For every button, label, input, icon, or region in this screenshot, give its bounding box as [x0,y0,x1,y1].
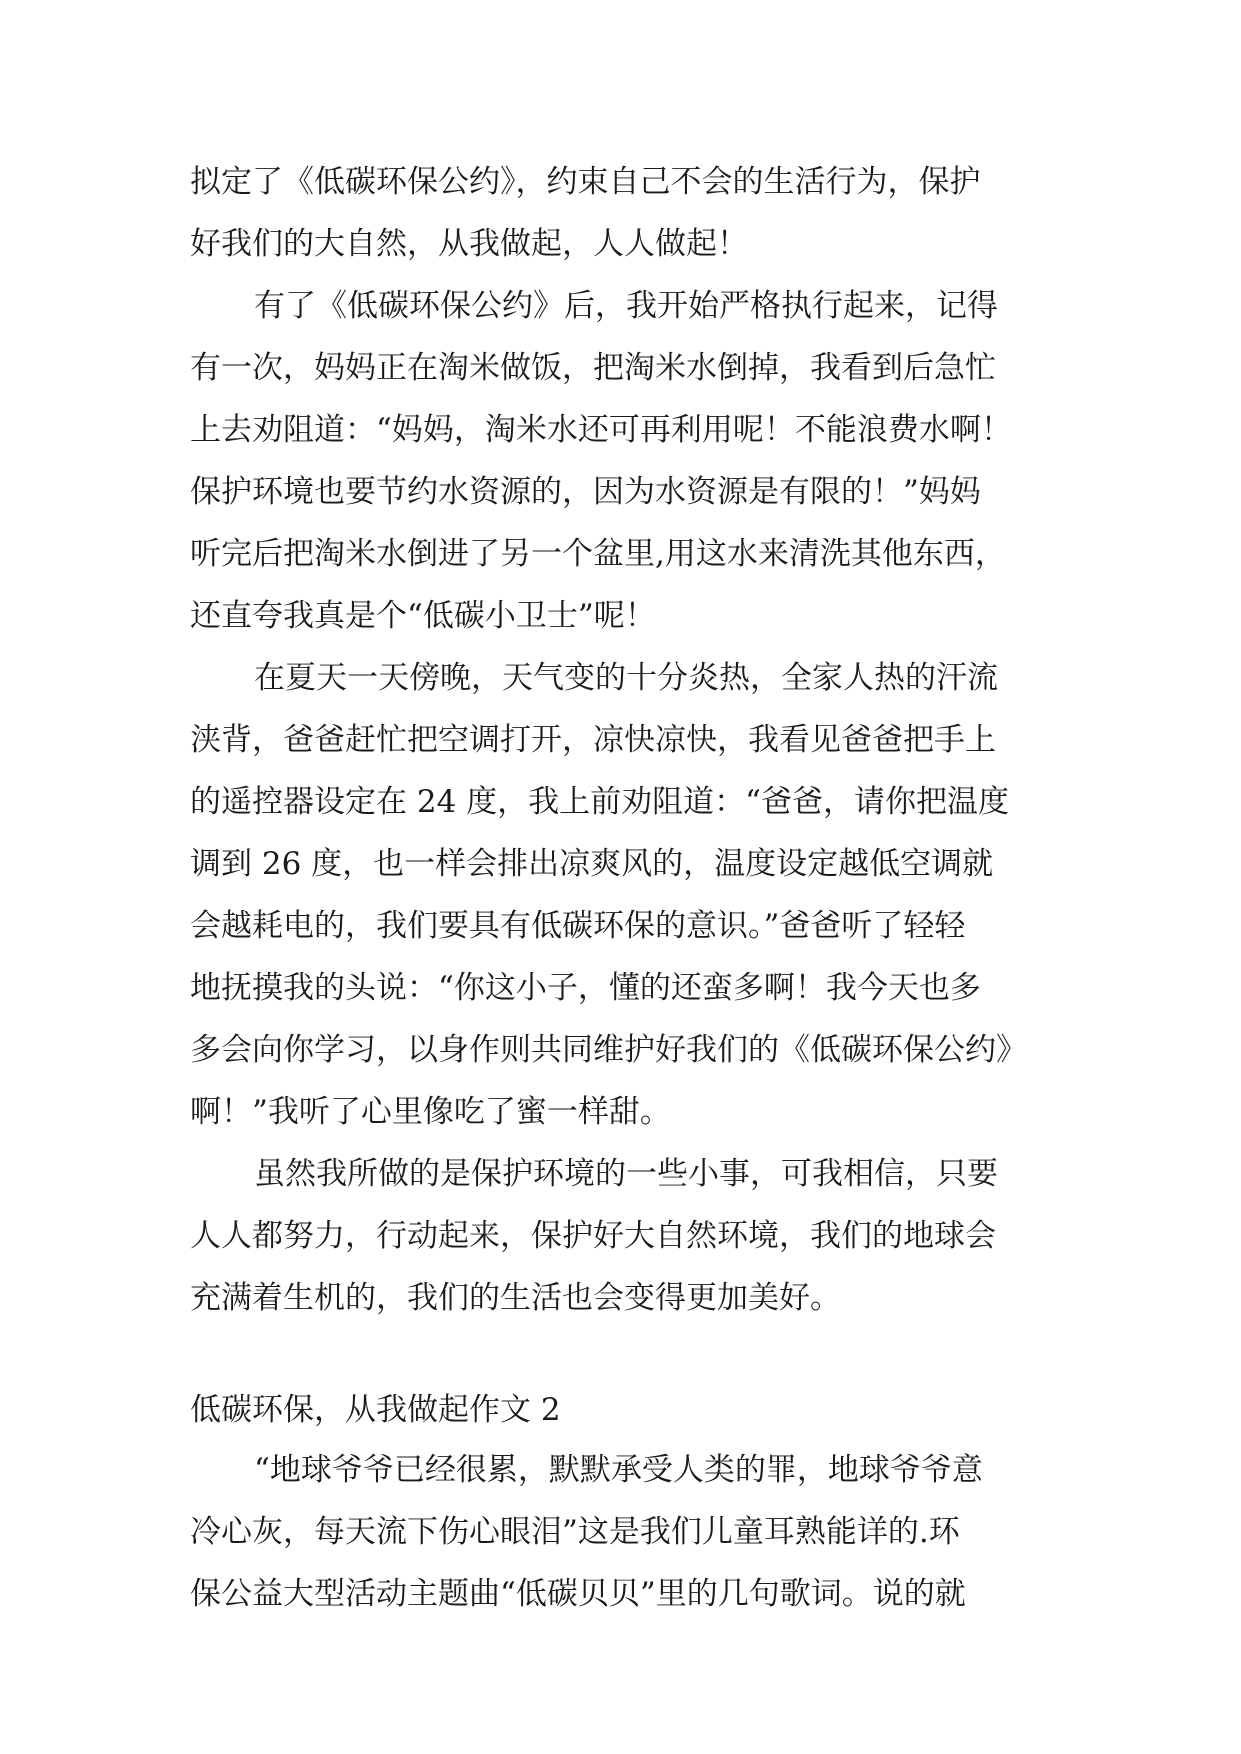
paragraph-line: 有了《低碳环保公约》后，我开始严格执行起来，记得 [254,288,998,324]
paragraph-line: 会越耗电的，我们要具有低碳环保的意识。”爸爸听了轻轻 [190,908,966,944]
paragraph-line: 的遥控器设定在 24 度，我上前劝阻道：“爸爸，请你把温度 [190,784,1009,820]
paragraph-line: 好我们的大自然，从我做起，人人做起！ [190,226,748,262]
paragraph-line: 啊！”我听了心里像吃了蜜一样甜。 [190,1094,671,1130]
paragraph-line: 还直夸我真是个“低碳小卫士”呢！ [190,598,656,634]
paragraph-line: “地球爷爷已经很累，默默承受人类的罪，地球爷爷意 [254,1452,983,1488]
paragraph-line: 虽然我所做的是保护环境的一些小事，可我相信，只要 [254,1156,998,1192]
paragraph-line: 有一次，妈妈正在淘米做饭，把淘米水倒掉，我看到后急忙 [190,350,996,386]
paragraph-line: 充满着生机的，我们的生活也会变得更加美好。 [190,1280,841,1316]
paragraph-line: 冷心灰，每天流下伤心眼泪”这是我们儿童耳熟能详的.环 [190,1514,960,1550]
paragraph-line: 浃背，爸爸赶忙把空调打开，凉快凉快，我看见爸爸把手上 [190,722,996,758]
paragraph-line: 多会向你学习，以身作则共同维护好我们的《低碳环保公约》 [190,1032,1027,1068]
paragraph-line: 听完后把淘米水倒进了另一个盆里,用这水来清洗其他东西， [190,536,1006,572]
paragraph-line: 人人都努力，行动起来，保护好大自然环境，我们的地球会 [190,1218,996,1254]
paragraph-line: 调到 26 度，也一样会排出凉爽风的，温度设定越低空调就 [190,846,994,882]
paragraph-line: 地抚摸我的头说：“你这小子，懂的还蛮多啊！我今天也多 [190,970,981,1006]
paragraph-line: 保公益大型活动主题曲“低碳贝贝”里的几句歌词。说的就 [190,1576,966,1612]
section-heading: 低碳环保，从我做起作文 2 [190,1392,561,1428]
paragraph-line: 上去劝阻道：“妈妈，淘米水还可再利用呢！不能浪费水啊！ [190,412,1012,448]
paragraph-line: 拟定了《低碳环保公约》，约束自己不会的生活行为，保护 [190,164,981,200]
paragraph-line: 保护环境也要节约水资源的，因为水资源是有限的！”妈妈 [190,474,981,510]
paragraph-line: 在夏天一天傍晚，天气变的十分炎热，全家人热的汗流 [254,660,998,696]
